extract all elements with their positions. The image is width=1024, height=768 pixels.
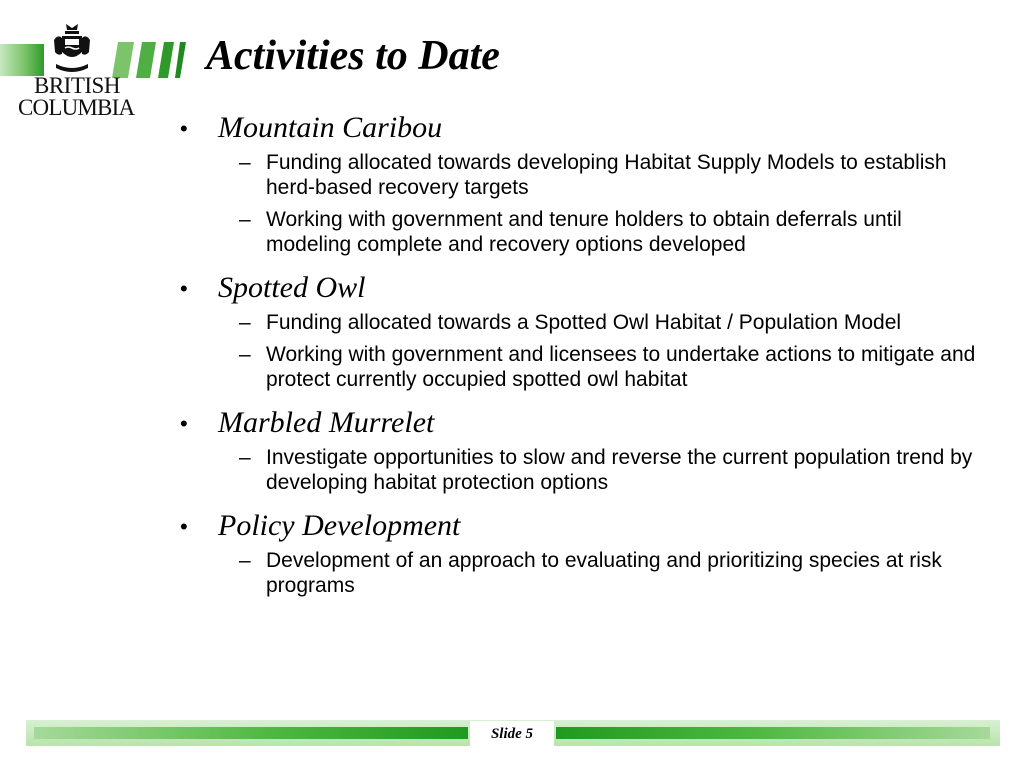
sub-item-text: Working with government and licensees to undertake actions to mitigate and protect currently occupied spotted owl habitat xyxy=(266,343,976,391)
sub-item-text: Working with government and tenure holders to obtain deferrals until modeling complete and recovery options developed xyxy=(266,208,902,256)
topic-marbled-murrelet xyxy=(180,405,980,495)
footer-bar-right xyxy=(556,727,990,739)
dash-marker: – xyxy=(239,446,251,469)
sub-item xyxy=(180,342,980,392)
topic-label: Mountain Caribou xyxy=(218,111,443,144)
sub-item xyxy=(180,445,980,495)
dash-marker: – xyxy=(239,549,251,572)
slide-title: Activities to Date xyxy=(206,33,500,79)
sub-item-text: Funding allocated towards developing Habitat Supply Models to establish herd-based recovery targets xyxy=(266,151,947,199)
slide-number: Slide 5 xyxy=(470,721,554,747)
sub-item xyxy=(180,310,980,335)
sub-item-text: Investigate opportunities to slow and reverse the current population trend by developing habitat protection options xyxy=(266,446,973,494)
coat-of-arms-icon xyxy=(52,22,92,74)
bc-government-logo xyxy=(12,22,136,122)
topic-label: Spotted Owl xyxy=(218,271,366,304)
logo-text-line2: COLUMBIA xyxy=(18,95,135,120)
topic-mountain-caribou xyxy=(180,110,980,257)
bullet-marker: • xyxy=(180,276,188,301)
dash-marker: – xyxy=(239,311,251,334)
topic-policy-development xyxy=(180,508,980,598)
sub-item xyxy=(180,150,980,200)
bullet-marker: • xyxy=(180,116,188,141)
bullet-marker: • xyxy=(180,514,188,539)
logo-text-line1: BRITISH xyxy=(34,73,120,98)
dash-marker: – xyxy=(239,151,251,174)
sub-item-text: Funding allocated towards a Spotted Owl Habitat / Population Model xyxy=(266,311,902,334)
topic-label: Marbled Murrelet xyxy=(218,406,435,439)
dash-marker: – xyxy=(239,343,251,366)
bullet-marker: • xyxy=(180,411,188,436)
footer-bar-left xyxy=(34,727,468,739)
slide-content xyxy=(180,110,980,611)
sub-item xyxy=(180,207,980,257)
topic-spotted-owl xyxy=(180,270,980,392)
topic-label: Policy Development xyxy=(218,509,461,542)
sub-item xyxy=(180,548,980,598)
sub-item-text: Development of an approach to evaluating and prioritizing species at risk programs xyxy=(266,549,942,597)
dash-marker: – xyxy=(239,208,251,231)
